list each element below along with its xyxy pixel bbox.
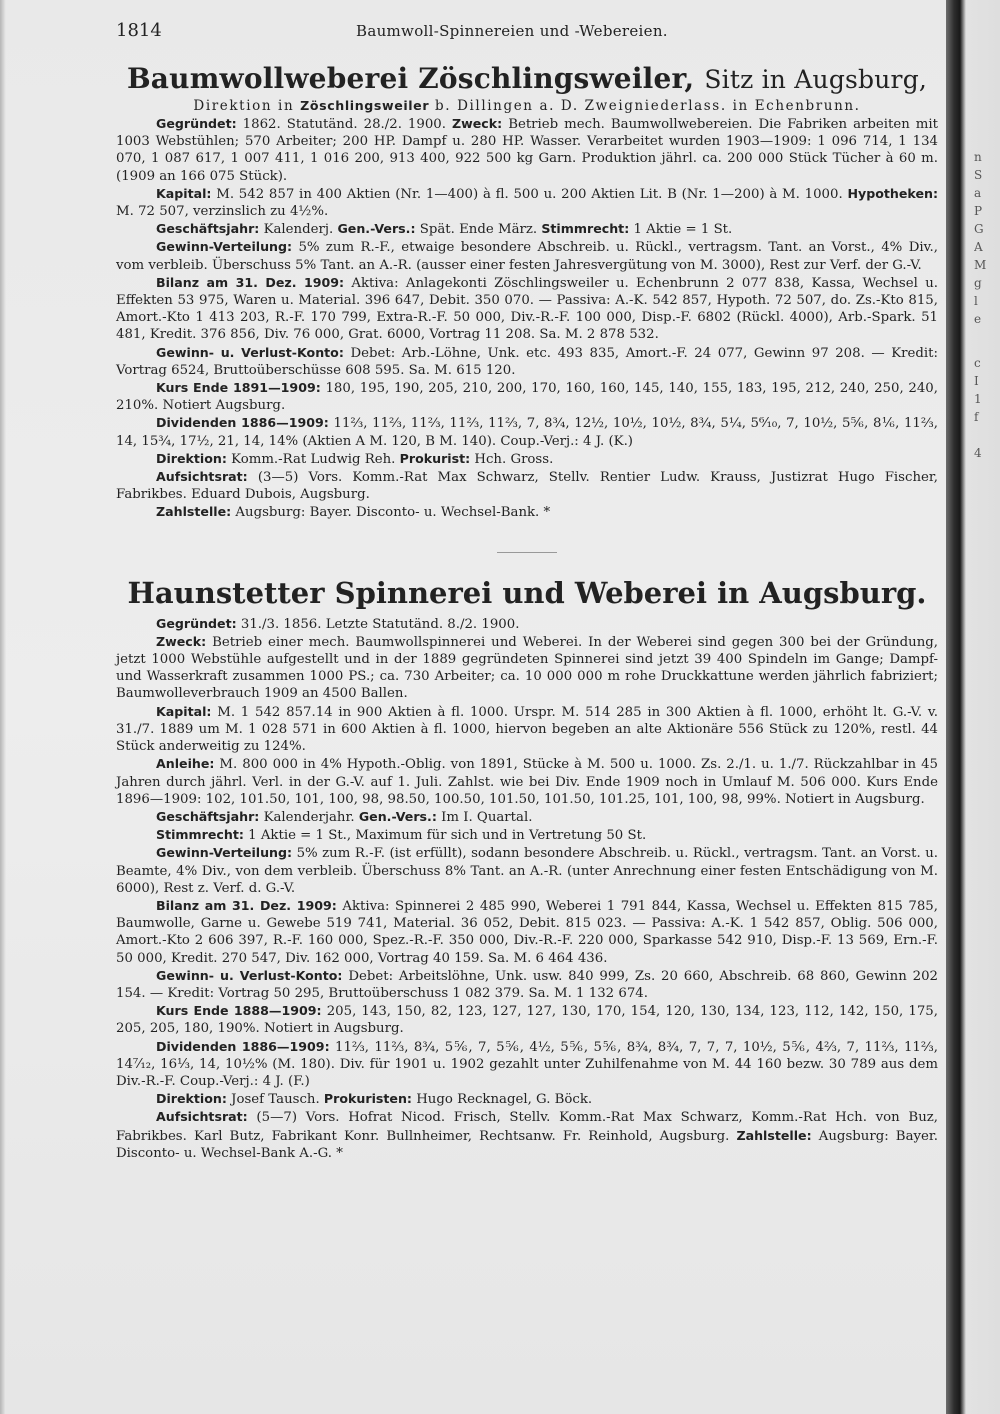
field-value: (3—5) Vors. Komm.-Rat Max Schwarz, Stellv. Rentier Ludw. Krauss, Justizrat Hugo Fischer, Fabrikbes. Eduard Dubois, Augsburg. [116, 470, 938, 503]
paragraph [116, 1108, 938, 1162]
field-value: 5% zum R.-F. (ist erfüllt), sodann besondere Abschreib. u. Rückl., vertragsm. Tant. an Vorst. u. Beamte, 4% Div., von dem verbleib. Überschuss 8% Tant. an A.-R. (unter Anrechnung einer festen Entschädigung von M. 6000), Rest z. Verf. d. G.-V. [116, 846, 938, 896]
field-label: Direktion: [156, 1091, 227, 1107]
paragraph [116, 344, 938, 379]
field-value: Betrieb einer mech. Baumwollspinnerei und Weberei. In der Weberei sind gegen 300 bei der Gründung, jetzt 1000 Webstühle aufgestellt und in der 1889 gegründeten Spinnerei sind jetzt 39 400 Spindeln im Gange; Dampf- und Wasserkraft zusammen 1000 PS.; ca. 730 Arbeiter; ca. 10 000 000 m rohe Druckkattune werden jährlich fabriziert; Baumwolleverbrauch 1909 an 4500 Ballen. [116, 634, 938, 702]
field-label: Dividenden 1886—1909: [156, 415, 329, 431]
field-value: 180, 195, 190, 205, 210, 200, 170, 160, 160, 145, 140, 155, 183, 195, 212, 240, 250, 240, 210%. Notiert Augsburg. [116, 381, 938, 414]
paragraph [116, 967, 938, 1002]
field-value: 1 Aktie = 1 St. [633, 222, 733, 238]
field-label: Gegründet: [156, 615, 237, 631]
field-label: Gegründet: [156, 116, 237, 131]
field-value: M. 542 857 in 400 Aktien (Nr. 1—400) à fl. 500 u. 200 Aktien Lit. B (Nr. 1—200) à M. 1000. [216, 186, 848, 202]
field-label: Stimmrecht: [541, 221, 630, 237]
field-label: Aufsichtsrat: [156, 1109, 248, 1125]
field-value: Aktiva: Anlagekonti Zöschlingsweiler u. Echenbrunn 2 077 838, Kassa, Wechsel u. Effekten 53 975, Waren u. Material. 396 647, Debit. 350 070. — Passiva: A.-K. 542 857, Hypoth. 72 507, do. Zs.-Kto 815, Amort.-Kto 1 413 203, R.-F. 170 799, Extra-R.-F. 50 000, Div.-R.-F. 100 000, Disp.-F. 6802 (Rückl. 4000), Arb.-Spark. 51 481, Kredit. 376 856, Div. 76 000, Grat. 6000, Vortrag 11 208. Sa. M. 2 878 532. [116, 275, 938, 343]
field-label: Gen.-Vers.: [337, 221, 416, 237]
paragraph [116, 1038, 938, 1091]
page-number: 1814 [116, 20, 162, 41]
field-value: Aktiva: Spinnerei 2 485 990, Weberei 1 791 844, Kassa, Wechsel u. Effekten 815 785, Baumwolle, Garne u. Gewebe 519 741, Material. 36 052, Debit. 815 023. — Passiva: A.-K. 1 542 857, Oblig. 506 000, Amort.-Kto 2 606 397, R.-F. 160 000, Spez.-R.-F. 350 000, Div.-R.-F. 220 000, Sparkasse 542 910, Disp.-F. 13 569, Ern.-F. 50 000, Kredit. 270 547, Div. 162 000, Vortrag 40 159. Sa. M. 6 464 436. [116, 898, 938, 966]
field-label: Geschäftsjahr: [156, 221, 260, 237]
paragraph [116, 808, 938, 826]
field-value: Hch. Gross. [474, 451, 554, 467]
field-label: Kapital: [156, 703, 212, 719]
field-label: Kapital: [156, 185, 212, 201]
company-name: Baumwollweberei Zöschlingsweiler, [126, 62, 695, 95]
section-divider [497, 552, 557, 553]
field-value: Augsburg: Bayer. Disconto- u. Wechsel-Bank A.-G. * [116, 1128, 939, 1161]
field-label: Gewinn-Verteilung: [156, 845, 293, 861]
bleed-letter: c [974, 356, 981, 370]
subline-suffix: b. Dillingen a. D. Zweigniederlass. in Echenbrunn. [435, 98, 861, 114]
field-label: Gen.-Vers.: [358, 808, 437, 824]
field-value: 5% zum R.-F., etwaige besondere Abschreib. u. Rückl., vertragsm. Tant. an Vorst., 4% Div., vom verbleib. Überschuss 5% Tant. an A.-R. (ausser einer festen Jahresvergütung von M. 3000), Rest zur Verf. der G.-V. [116, 240, 938, 273]
bleed-letter: 1 [974, 392, 982, 406]
bleed-letter: 4 [974, 446, 982, 460]
paragraph [116, 115, 938, 185]
subline-place: Zöschlingsweiler [300, 98, 430, 113]
field-label: Prokurist: [399, 450, 471, 466]
paragraph [116, 615, 938, 633]
entry-body [116, 615, 938, 1162]
entry-body [116, 115, 938, 522]
bleed-letter: P [974, 204, 983, 218]
field-label: Zahlstelle: [156, 504, 232, 520]
paragraph [116, 826, 938, 844]
bleed-letter: e [974, 312, 982, 326]
field-label: Gewinn-Verteilung: [156, 239, 293, 255]
paragraph [116, 844, 938, 897]
running-head [116, 20, 938, 48]
paragraph [116, 220, 938, 238]
field-label: Kurs Ende 1891—1909: [156, 380, 321, 396]
left-edge-shadow [0, 0, 6, 1414]
paragraph [116, 503, 938, 521]
paragraph [116, 185, 938, 220]
bleed-letter: M [974, 258, 987, 272]
field-label: Zahlstelle: [736, 1127, 812, 1143]
field-value: Komm.-Rat Ludwig Reh. [231, 451, 400, 467]
field-value: Debet: Arb.-Löhne, Unk. etc. 493 835, Amort.-F. 24 077, Gewinn 97 208. — Kredit: Vortrag 6524, Bruttoüberschüsse 608 595. Sa. M. 615 120. [116, 345, 938, 378]
entry-title: Haunstetter Spinnerei und Weberei in Augsburg. [127, 575, 927, 610]
field-value: M. 72 507, verzinslich zu 4½%. [116, 204, 329, 220]
field-label: Direktion: [156, 450, 227, 466]
field-label: Bilanz am 31. Dez. 1909: [156, 897, 337, 913]
bleed-letter: l [974, 294, 978, 308]
entry-subline [116, 97, 938, 115]
field-value: 205, 143, 150, 82, 123, 127, 127, 130, 170, 154, 120, 130, 134, 123, 112, 142, 150, 175, 205, 205, 180, 190%. Notiert in Augsburg. [116, 1004, 938, 1037]
field-label: Hypotheken: [847, 185, 938, 201]
paragraph [116, 755, 938, 808]
bleed-letter: n [974, 150, 982, 164]
bleed-letter: S [974, 168, 983, 182]
field-value: 1862. Statutänd. 28./2. 1900. [242, 117, 452, 132]
field-label: Aufsichtsrat: [156, 469, 248, 485]
bleed-letter: f [974, 410, 979, 424]
field-label: Geschäftsjahr: [156, 808, 260, 824]
paragraph [116, 450, 938, 468]
paragraph [116, 468, 938, 503]
bleed-letter: A [974, 240, 983, 254]
company-seat: Sitz in Augsburg, [704, 65, 928, 94]
subline-prefix: Direktion in [193, 98, 295, 114]
paragraph [116, 414, 938, 449]
field-value: Im I. Quartal. [441, 809, 533, 825]
entry-title [116, 62, 938, 97]
entry-haunstetter [116, 575, 938, 1162]
field-label: Anleihe: [156, 756, 215, 772]
field-value: 31./3. 1856. Letzte Statutänd. 8./2. 1900. [240, 616, 520, 632]
field-label: Zweck: [452, 116, 503, 131]
paragraph [116, 238, 938, 273]
field-value: Debet: Arbeitslöhne, Unk. usw. 840 999, Zs. 20 660, Abschreib. 68 860, Gewinn 202 154. — Kredit: Vortrag 50 295, Bruttoüberschuss 1 082 379. Sa. M. 1 132 674. [116, 968, 938, 1001]
field-label: Dividenden 1886—1909: [156, 1038, 330, 1054]
paragraph [116, 1090, 938, 1108]
field-value: Spät. Ende März. [419, 222, 542, 238]
running-title: Baumwoll-Spinnereien und -Webereien. [356, 22, 668, 40]
field-label: Zweck: [156, 633, 207, 649]
field-value: M. 800 000 in 4% Hypoth.-Oblig. von 1891, Stücke à M. 500 u. 1000. Zs. 2./1. u. 1./7. Rückzahlbar in 45 Jahren durch jährl. Verl. in der G.-V. auf 1. Juli. Zahlst. wie bei Div. Ende 1909 noch in Umlauf M. 506 000. Kurs Ende 1896—1909: 102, 101.50, 101, 100, 98, 98.50, 100.50, 101.50, 101.50, 101.25, 101, 100, 98, 99%. Notiert in Augsburg. [116, 757, 938, 807]
field-label: Prokuristen: [323, 1091, 412, 1107]
field-value: 11⅔, 11⅔, 11⅔, 11⅔, 11⅔, 7, 8¾, 12½, 10½, 10½, 8¾, 5¼, 5⁶⁄₁₀, 7, 10½, 5⅚, 8⅙, 11⅔, 14, 15¾, 17½, 21, 14, 14% (Aktien A M. 120, B M. 140). Coup.-Verj.: 4 J. (K.) [116, 416, 938, 449]
bleed-letter: G [974, 222, 984, 236]
page [116, 20, 938, 1162]
entry-zoeschlingsweiler [116, 62, 938, 522]
bleed-letter: g [974, 276, 982, 290]
field-label: Stimmrecht: [156, 827, 244, 843]
paragraph [116, 274, 938, 344]
field-value: Augsburg: Bayer. Disconto- u. Wechsel-Bank. * [235, 505, 551, 521]
field-value: (5—7) Vors. Hofrat Nicod. Frisch, Stellv. Komm.-Rat Max Schwarz, Komm.-Rat Hch. von Buz, Fabrikbes. Karl Butz, Fabrikant Konr. Bullnheimer, Rechtsanw. Fr. Reinhold, Augsburg. [116, 1110, 938, 1144]
paragraph [116, 379, 938, 414]
field-value: Josef Tausch. [231, 1092, 324, 1108]
bleed-letter: a [974, 186, 982, 200]
field-value: 11⅔, 11⅔, 8¾, 5⅚, 7, 5⅚, 4½, 5⅚, 5⅚, 8¾, 8¾, 7, 7, 7, 10½, 5⅚, 4⅔, 7, 11⅔, 11⅔, 14⁷⁄₁₂, 16⅓, 14, 10½% (M. 180). Div. für 1901 u. 1902 gezahlt unter Zuhilfenahme von M. 44 160 bezw. 30 789 aus dem Div.-R.-F. Coup.-Verj.: 4 J. (F.) [116, 1039, 938, 1089]
paragraph [116, 703, 938, 756]
field-value: Hugo Recknagel, G. Böck. [416, 1092, 593, 1108]
field-value: Betrieb mech. Baumwollwebereien. Die Fabriken arbeiten mit 1003 Webstühlen; 570 Arbeiter; 200 HP. Dampf u. 280 HP. Wasser. Verarbeitet wurden 1903—1909: 1 096 714, 1 134 070, 1 087 617, 1 007 411, 1 016 200, 913 400, 922 500 kg Garn. Produktion jährl. ca. 200 000 Stück Tücher à 60 m. (1909 an 166 075 Stück). [116, 117, 938, 184]
field-label: Gewinn- u. Verlust-Konto: [156, 967, 343, 983]
field-value: 1 Aktie = 1 St., Maximum für sich und in Vertretung 50 St. [248, 828, 647, 844]
paragraph [116, 897, 938, 967]
field-value: Kalenderjahr. [263, 809, 359, 825]
field-label: Kurs Ende 1888—1909: [156, 1003, 322, 1019]
book-gutter [946, 0, 1000, 1414]
paragraph [116, 1002, 938, 1037]
field-value: M. 1 542 857.14 in 900 Aktien à fl. 1000. Urspr. M. 514 285 in 300 Aktien à fl. 1000, erhöht lt. G.-V. v. 31./7. 1889 um M. 1 028 571 in 600 Aktien à fl. 1000, hiervon begeben an alte Aktionäre 556 Stück zu 120%, restl. 44 Stück anderweitig zu 124%. [116, 704, 938, 755]
paragraph [116, 633, 938, 703]
field-label: Gewinn- u. Verlust-Konto: [156, 344, 344, 360]
field-value: Kalenderj. [263, 222, 338, 238]
bleed-letter: I [974, 374, 979, 388]
field-label: Bilanz am 31. Dez. 1909: [156, 274, 345, 290]
